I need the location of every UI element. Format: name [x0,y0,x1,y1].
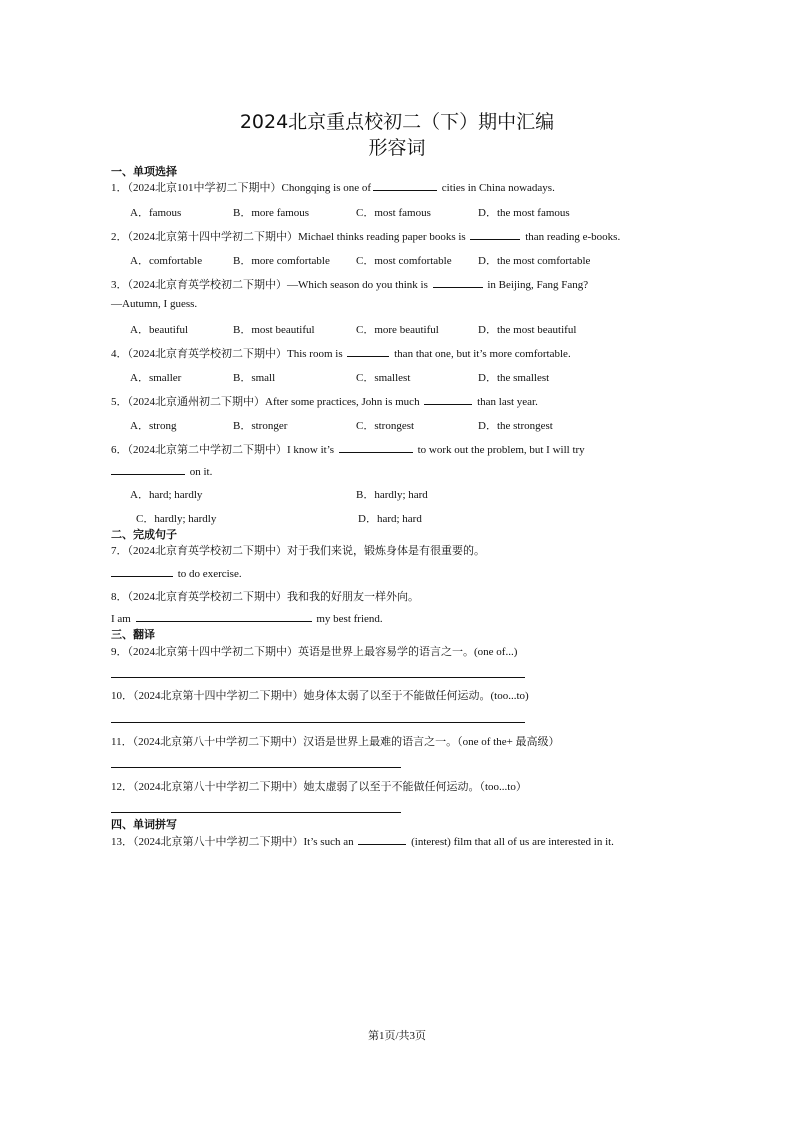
question-6-stem-end-2: on it. [189,466,213,478]
question-8-line-2 [111,611,383,625]
question-13 [111,833,614,849]
answer-blank[interactable] [339,442,413,453]
option-b[interactable]: B．stronger [233,420,288,432]
option-b[interactable]: B．more comfortable [233,255,330,267]
question-4 [111,345,571,361]
question-13-stem: 13．（2024北京第八十中学初二下期中）It’s such an [111,836,354,848]
section-heading-translation: 三、翻译 [111,628,155,641]
option-a[interactable]: A．strong [130,420,177,432]
answer-line[interactable] [111,677,525,678]
option-d[interactable]: D．the most comfortable [478,255,591,267]
answer-line[interactable] [111,722,525,723]
question-11: 11．（2024北京第八十中学初二下期中）汉语是世界上最难的语言之一。（one of the+ 最高级） [111,736,560,748]
question-3-stem-end: in Beijing, Fang Fang? [487,279,589,291]
question-4-stem-end: than that one, but it’s more comfortable. [394,348,571,360]
question-1-stem-end: cities in China nowadays. [441,182,555,194]
question-8-stem: I am [111,613,131,625]
question-13-stem-end: (interest) film that all of us are interested in it. [411,836,614,848]
option-b[interactable]: B．hardly; hard [356,489,428,501]
answer-blank[interactable] [111,464,185,475]
question-2 [111,228,620,244]
question-3-stem: 3．（2024北京育英学校初二下期中）—Which season do you think is [111,279,428,291]
option-d[interactable]: D．the most beautiful [478,324,577,336]
question-7: 7．（2024北京育英学校初二下期中）对于我们来说，锻炼身体是有很重要的。 [111,545,485,557]
answer-blank[interactable] [111,566,173,577]
option-a[interactable]: A．famous [130,207,182,219]
option-c[interactable]: C．more beautiful [356,324,439,336]
answer-blank[interactable] [373,180,437,191]
answer-blank[interactable] [424,394,472,405]
option-b[interactable]: B．more famous [233,207,310,219]
answer-line[interactable] [111,767,401,768]
question-2-stem-end: than reading e-books. [525,231,621,243]
option-a[interactable]: A．hard; hardly [130,489,203,501]
answer-blank[interactable] [470,229,520,240]
option-b[interactable]: B．small [233,372,276,384]
option-a[interactable]: A．smaller [130,372,182,384]
answer-blank[interactable] [136,611,312,622]
option-d[interactable]: D．hard; hard [358,513,422,525]
question-8: 8．（2024北京育英学校初二下期中）我和我的好朋友一样外向。 [111,591,419,603]
option-c[interactable]: C．smallest [356,372,411,384]
question-6-stem: 6．（2024北京第二中学初二下期中）I know it’s [111,444,335,456]
option-d[interactable]: D．the smallest [478,372,550,384]
question-9: 9．（2024北京第十四中学初二下期中）英语是世界上最容易学的语言之一。(one of...) [111,646,518,658]
question-1 [111,179,555,195]
option-c[interactable]: C．most comfortable [356,255,452,267]
option-d[interactable]: D．the strongest [478,420,553,432]
answer-line[interactable] [111,812,401,813]
option-c[interactable]: C．most famous [356,207,431,219]
option-a[interactable]: A．beautiful [130,324,189,336]
option-c[interactable]: C．hardly; hardly [136,513,217,525]
question-6-stem-end: to work out the problem, but I will try [417,444,585,456]
question-7-stem-end: to do exercise. [177,568,242,580]
question-3 [111,276,588,292]
question-3-dialogue: —Autumn, I guess. [111,298,198,310]
question-10: 10．（2024北京第十四中学初二下期中）她身体太弱了以至于不能做任何运动。(too...to) [111,690,529,702]
question-6 [111,441,585,457]
page-title: 2024北京重点校初二（下）期中汇编 [239,111,555,133]
option-a[interactable]: A．comfortable [130,255,203,267]
page-subtitle: 形容词 [368,137,426,159]
question-6-line-2 [111,464,212,478]
section-heading-complete-sentences: 二、完成句子 [111,528,177,541]
answer-blank[interactable] [347,346,389,357]
question-1-stem: 1．（2024北京101中学初二下期中）Chongqing is one of [111,182,372,194]
option-b[interactable]: B．most beautiful [233,324,315,336]
answer-blank[interactable] [358,834,406,845]
question-5-stem: 5．（2024北京通州初二下期中）After some practices, John is much [111,396,420,408]
question-4-stem: 4．（2024北京育英学校初二下期中）This room is [111,348,343,360]
question-5-stem-end: than last year. [477,396,538,408]
question-5 [111,393,538,409]
question-12: 12．（2024北京第八十中学初二下期中）她太虚弱了以至于不能做任何运动。（too...to） [111,781,527,793]
question-8-stem-end: my best friend. [316,613,383,625]
option-d[interactable]: D．the most famous [478,207,570,219]
section-heading-single-choice: 一、单项选择 [111,165,177,178]
question-7-line-2 [111,566,242,580]
section-heading-word-spelling: 四、单词拼写 [111,818,177,831]
page-footer: 第1页/共3页 [367,1030,427,1042]
answer-blank[interactable] [433,277,483,288]
question-2-stem: 2．（2024北京第十四中学初二下期中）Michael thinks reading paper books is [111,231,466,243]
option-c[interactable]: C．strongest [356,420,415,432]
